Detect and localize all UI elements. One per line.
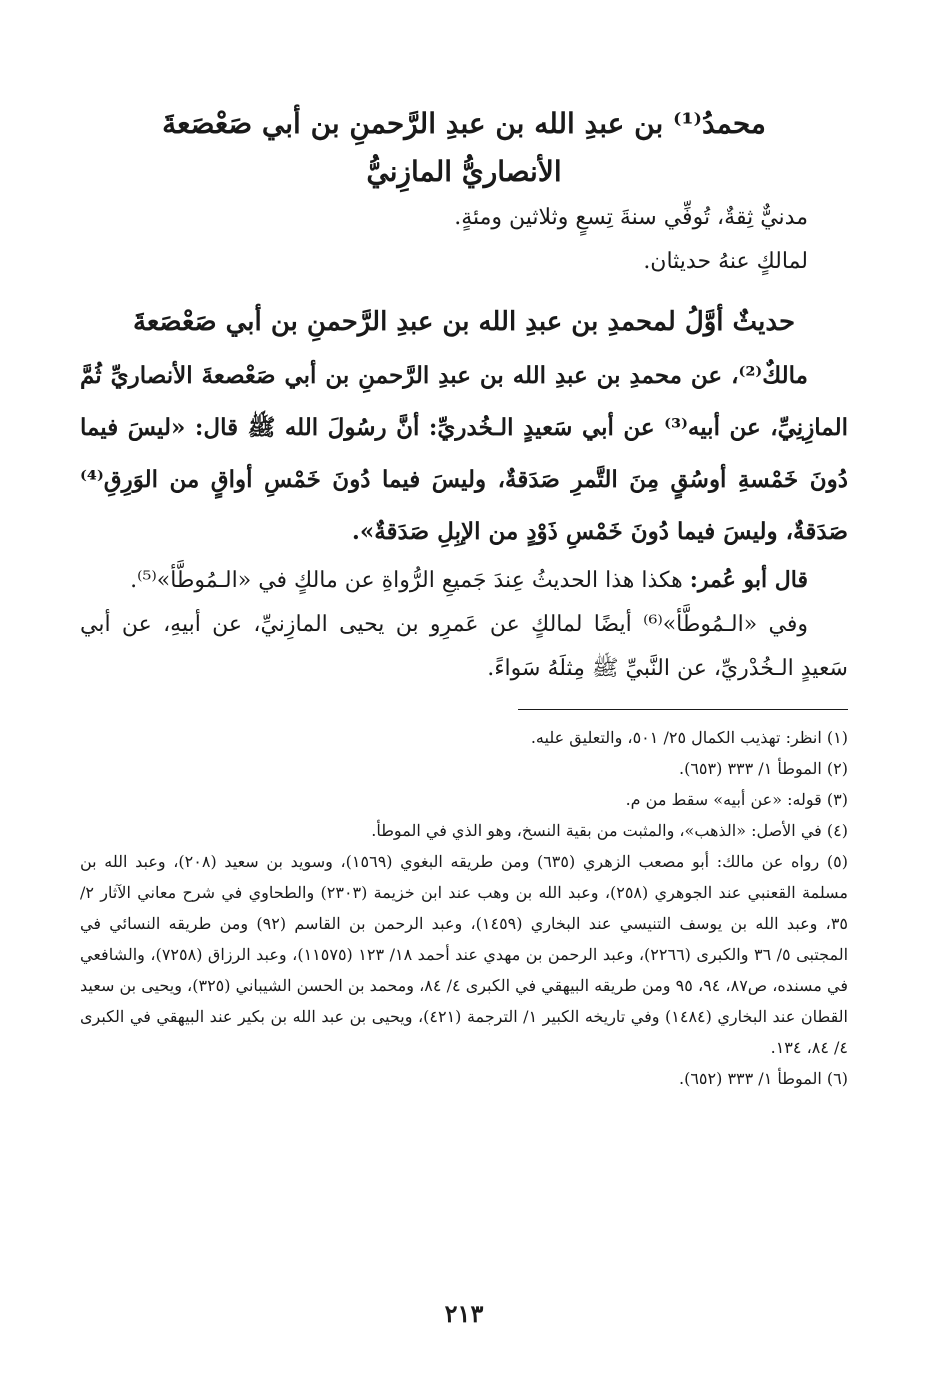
footnote-3: (٣) قوله: «عن أبيه» سقط من م.	[625, 790, 848, 809]
commentary-speaker: قال أبو عُمر:	[689, 567, 808, 593]
footnote-1: (١) انظر: تهذيب الكمال ٢٥/ ٥٠١، والتعليق عليه.	[530, 728, 848, 747]
footnote-2: (٢) الموطأ ١/ ٣٣٣ (٦٥٣).	[679, 759, 848, 778]
chapter-title-line-1: محمدُ⁽¹⁾ بن عبدِ الله بن عبدِ الرَّحمنِ بن أبي صَعْصَعةَ	[162, 107, 766, 140]
page-number: ٢١٣	[444, 1299, 484, 1328]
bio-line-1: مدنيٌّ ثِقةٌ، تُوفِّي سنةَ تِسعٍ وثلاثين ومئةٍ.	[454, 205, 808, 230]
chapter-title	[80, 100, 848, 196]
hadith-text: مالكٌ⁽²⁾، عن محمدِ بن عبدِ الله بن عبدِ الرَّحمنِ بن أبي صَعْصعةَ الأنصاريِّ ثُمَّ المازِنِيِّ، عن أبيه⁽³⁾ عن أبي سَعيدٍ الـخُدريِّ: أنَّ رسُولَ الله ﷺ قال: «ليسَ فيما دُونَ خَمْسةِ أوسُقٍ مِنَ التَّمرِ صَدَقةٌ، وليسَ فيما دُونَ خَمْسِ أواقٍ من الوَرِقِ⁽⁴⁾ صَدَقةٌ، وليسَ فيما دُونَ خَمْسِ ذَوْدٍ من الإبِلِ صَدَقةٌ».	[80, 362, 848, 545]
book-page	[80, 100, 848, 1336]
footnote-4: (٤) في الأصل: «الذهب»، والمثبت من بقية النسخ، وهو الذي في الموطأ.	[371, 821, 848, 840]
footnote-divider	[518, 709, 848, 710]
bio-line-2: لمالكٍ عنهُ حديثان.	[643, 249, 808, 274]
footnote-5: (٥) رواه عن مالك: أبو مصعب الزهري (٦٣٥) ومن طريقه البغوي (١٥٦٩)، وسويد بن سعيد (٢٠٨)، وعبد الله بن مسلمة القعنبي عند الجوهري (٢٥٨)، وعبد الله بن وهب عند ابن خزيمة (٢٣٠٣) والطحاوي في شرح معاني الآثار ٢/ ٣٥، وعبد الله بن يوسف التنيسي عند البخاري (١٤٥٩)، وعبد الرحمن بن القاسم (٩٢) ومن طريقه النسائي في المجتبى ٥/ ٣٦ والكبرى (٢٢٦٦)، وعبد الرحمن بن مهدي عند أحمد ١٨/ ١٢٣ (١١٥٧٥)، وعبد الرزاق (٧٢٥٨)، والشافعي في مسنده، ص٨٧، ٩٤، ٩٥ ومن طريقه البيهقي في الكبرى ٤/ ٨٤، ومحمد بن الحسن الشيباني (٣٢٥)، ويحيى بن سعيد القطان عند البخاري (١٤٨٤) وفي تاريخه الكبير ١/ الترجمة (٤٢١)، ويحيى بن عبد الله بن بكير عند البيهقي في الكبرى ٤/ ٨٤، ١٣٤.	[80, 852, 849, 1057]
chapter-title-line-2: الأنصاريُّ المازِنيُّ	[366, 155, 562, 188]
footnotes-list	[80, 722, 848, 1094]
commentary-paragraph-1	[80, 558, 848, 603]
hadith-heading: حديثٌ أوَّلُ لمحمدِ بن عبدِ الله بن عبدِ الرَّحمنِ بن أبي صَعْصَعةَ	[132, 307, 796, 337]
commentary-text-1: هكذا هذا الحديثُ عِندَ جَميعِ الرُّواةِ عن مالكٍ في «الـمُوطَّأ»⁽⁵⁾.	[130, 568, 690, 593]
commentary-paragraph-2: وفي «الـمُوطَّأ»⁽⁶⁾ أيضًا لمالكٍ عن عَمرِو بن يحيى المازِنيِّ، عن أبيهِ، عن أبي سَعيدٍ الـخُدْريِّ، عن النَّبيِّ ﷺ مِثلَهُ سَواءً.	[80, 612, 848, 681]
footnote-6: (٦) الموطأ ١/ ٣٣٣ (٦٥٢).	[679, 1069, 848, 1088]
